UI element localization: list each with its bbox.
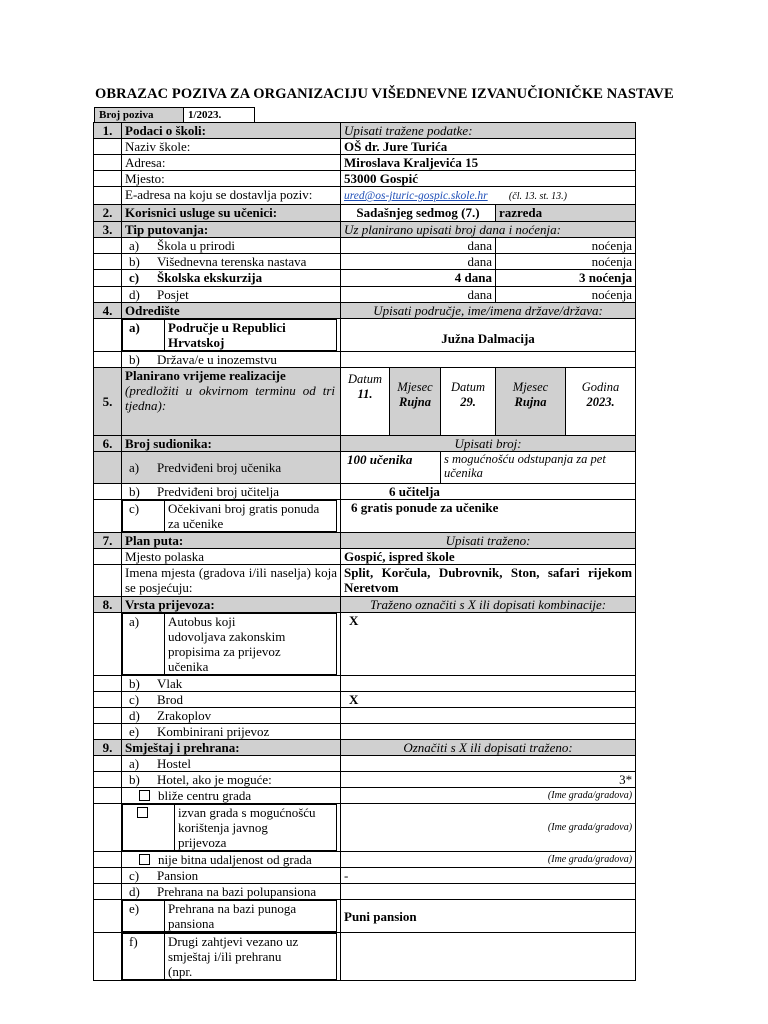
s5-mjesec1[interactable] xyxy=(390,368,441,436)
s3-a-nocenja[interactable]: noćenja xyxy=(496,238,636,254)
s6-b-letter: b) xyxy=(129,484,140,499)
s5-datum2-label: Datum xyxy=(450,380,486,394)
s3-b-label: Višednevna terenska nastava xyxy=(157,254,307,269)
s9-number: 9. xyxy=(94,740,122,756)
s8-b-label: Vlak xyxy=(157,676,183,691)
checkbox-icon[interactable] xyxy=(139,854,150,865)
razred-suffix: razreda xyxy=(496,205,636,222)
razred-value[interactable]: Sadašnjeg sedmog (7.) xyxy=(341,205,496,222)
s6-a-letter: a) xyxy=(129,460,140,475)
s4-a-letter: a) xyxy=(123,320,165,351)
s1-hint: Upisati tražene podatke: xyxy=(341,123,636,139)
s9-f-value[interactable] xyxy=(341,933,636,981)
checkbox-icon[interactable] xyxy=(139,790,150,801)
s4-row-a xyxy=(122,319,341,352)
s3-c-dana[interactable]: 4 dana xyxy=(341,270,496,287)
s1-number: 1. xyxy=(94,123,122,139)
s8-b-value[interactable] xyxy=(341,676,636,692)
s3-number: 3. xyxy=(94,222,122,238)
s5-mjesec2-value: Rujna xyxy=(514,395,547,409)
naziv-label: Naziv škole: xyxy=(122,139,341,155)
s3-b-nocenja[interactable]: noćenja xyxy=(496,254,636,270)
s9-a-letter: a) xyxy=(129,756,140,771)
broj-poziva-value: 1/2023. xyxy=(184,108,255,123)
s9-opt1[interactable] xyxy=(122,788,341,804)
s8-e-letter: e) xyxy=(129,724,140,739)
s6-c-label: Očekivani broj gratis ponuda za učenike xyxy=(165,501,337,532)
s9-e-value[interactable]: Puni pansion xyxy=(341,900,636,933)
s9-opt3-grad[interactable]: (Ime grada/gradova) xyxy=(341,852,636,868)
s9-e-label: Prehrana na bazi punoga pansiona xyxy=(165,901,337,932)
s6-a-note: s mogućnošću odstupanja za pet učenika xyxy=(441,452,636,484)
email-link[interactable]: ured@os-jturic-gospic.skole.hr xyxy=(344,190,488,202)
polazak-value[interactable]: Gospić, ispred škole xyxy=(341,549,636,565)
s2-title: Korisnici usluge su učenici: xyxy=(122,205,341,222)
s6-number: 6. xyxy=(94,436,122,452)
s1-title: Podaci o školi: xyxy=(122,123,341,139)
s8-row-b xyxy=(122,676,341,692)
s9-row-d xyxy=(122,884,341,900)
s9-a-label: Hostel xyxy=(157,756,191,771)
s6-c-letter: c) xyxy=(123,501,165,532)
s8-e-label: Kombinirani prijevoz xyxy=(157,724,270,739)
s3-d-letter: d) xyxy=(129,287,140,302)
s3-d-dana[interactable]: dana xyxy=(341,287,496,303)
s9-opt3-label: nije bitna udaljenost od grada xyxy=(158,852,312,867)
s9-d-label: Prehrana na bazi polupansiona xyxy=(157,884,317,899)
s6-a-value[interactable]: 100 učenika xyxy=(341,452,441,484)
s3-row-a xyxy=(122,238,341,254)
adresa-label: Adresa: xyxy=(122,155,341,171)
s8-c-label: Brod xyxy=(157,692,183,707)
s4-b-value[interactable] xyxy=(341,352,636,368)
s3-row-d xyxy=(122,287,341,303)
s3-b-letter: b) xyxy=(129,254,140,269)
s6-hint: Upisati broj: xyxy=(341,436,636,452)
s5-mjesec1-label: Mjesec xyxy=(397,380,433,394)
s5-godina[interactable] xyxy=(566,368,636,436)
s9-e-letter: e) xyxy=(123,901,165,932)
s8-c-letter: c) xyxy=(129,692,140,707)
s9-opt3[interactable] xyxy=(122,852,341,868)
s3-row-b xyxy=(122,254,341,270)
s9-c-label: Pansion xyxy=(157,868,199,883)
form-table xyxy=(93,122,636,981)
s8-title: Vrsta prijevoza: xyxy=(122,597,341,613)
s4-a-label: Područje u Republici Hrvatskoj xyxy=(165,320,337,351)
s9-c-letter: c) xyxy=(129,868,140,883)
s8-c-value[interactable]: X xyxy=(341,692,636,708)
s2-number: 2. xyxy=(94,205,122,222)
naziv-value[interactable]: OŠ dr. Jure Turića xyxy=(341,139,636,155)
s8-b-letter: b) xyxy=(129,676,140,691)
polazak-label: Mjesto polaska xyxy=(122,549,341,565)
s5-datum2[interactable] xyxy=(441,368,496,436)
s5-datum2-value: 29. xyxy=(460,395,476,409)
s4-b-letter: b) xyxy=(129,352,140,367)
s4-hint: Upisati područje, ime/imena države/država: xyxy=(341,303,636,319)
s9-opt1-grad[interactable]: (Ime grada/gradova) xyxy=(341,788,636,804)
s6-b-label: Predviđeni broj učitelja xyxy=(157,484,280,499)
s3-d-nocenja[interactable]: noćenja xyxy=(496,287,636,303)
s5-subtitle: (predložiti u okvirnom terminu od tri tjedna): xyxy=(125,383,335,413)
s7-number: 7. xyxy=(94,533,122,549)
s6-a-label: Predviđeni broj učenika xyxy=(157,460,282,475)
s8-a-letter: a) xyxy=(123,614,165,675)
s4-b-label: Država/e u inozemstvu xyxy=(157,352,277,367)
s8-row-d xyxy=(122,708,341,724)
s5-title: Planirano vrijeme realizacije xyxy=(125,368,286,383)
s5-datum1-value: 11. xyxy=(357,387,373,401)
s7-title: Plan puta: xyxy=(122,533,341,549)
mjesto-label: Mjesto: xyxy=(122,171,341,187)
s9-opt1-label: bliže centru grada xyxy=(158,788,252,803)
s4-row-b xyxy=(122,352,341,368)
s6-row-b xyxy=(122,484,341,500)
s9-opt2-label: izvan grada s mogućnošću korištenja javnog prijevoza xyxy=(175,805,337,851)
s8-row-c xyxy=(122,692,341,708)
s8-hint: Traženo označiti s X ili dopisati kombinacije: xyxy=(341,597,636,613)
s5-datum1[interactable] xyxy=(341,368,390,436)
s8-a-label: Autobus koji udovoljava zakonskim propisima za prijevoz učenika xyxy=(165,614,337,675)
s9-c-value[interactable]: - xyxy=(341,868,636,884)
s3-hint: Uz planirano upisati broj dana i noćenja: xyxy=(341,222,636,238)
s6-title: Broj sudionika: xyxy=(122,436,341,452)
s5-mjesec1-value: Rujna xyxy=(399,395,431,409)
s4-number: 4. xyxy=(94,303,122,319)
s6-b-value[interactable]: 6 učitelja xyxy=(341,484,636,500)
s3-a-label: Škola u prirodi xyxy=(157,238,235,253)
s7-hint: Upisati traženo: xyxy=(341,533,636,549)
s9-row-b xyxy=(122,772,341,788)
s9-title: Smještaj i prehrana: xyxy=(122,740,341,756)
s5-mjesec2[interactable] xyxy=(496,368,566,436)
s3-d-label: Posjet xyxy=(157,287,189,302)
s5-godina-label: Godina xyxy=(581,380,620,394)
s9-b-value[interactable]: 3* xyxy=(341,772,636,788)
s9-row-c xyxy=(122,868,341,884)
s5-title-cell xyxy=(122,368,341,436)
s3-c-nocenja[interactable]: 3 noćenja xyxy=(496,270,636,287)
s8-d-value[interactable] xyxy=(341,708,636,724)
email-note: (čl. 13. st. 13.) xyxy=(508,191,567,202)
s9-row-a xyxy=(122,756,341,772)
s6-c-value[interactable]: 6 gratis ponude za učenike xyxy=(341,500,636,533)
s3-a-dana[interactable]: dana xyxy=(341,238,496,254)
imena-label: Imena mjesta (gradova i/ili naselja) koja se posjećuju: xyxy=(122,565,341,597)
form-title: OBRAZAC POZIVA ZA ORGANIZACIJU VIŠEDNEVNE IZVANUČIONIČKE NASTAVE xyxy=(95,86,674,102)
s9-row-f xyxy=(122,933,341,981)
s5-godina-value: 2023. xyxy=(586,395,615,409)
s3-c-letter: c) xyxy=(129,270,140,285)
s9-opt2[interactable] xyxy=(122,804,341,852)
s8-row-e xyxy=(122,724,341,740)
s4-a-value[interactable]: Južna Dalmacija xyxy=(341,319,636,352)
s6-row-c xyxy=(122,500,341,533)
s9-a-value[interactable] xyxy=(341,756,636,772)
s3-title: Tip putovanja: xyxy=(122,222,341,238)
s5-mjesec2-label: Mjesec xyxy=(512,380,549,394)
mjesto-value[interactable]: 53000 Gospić xyxy=(341,171,636,187)
s8-d-letter: d) xyxy=(129,708,140,723)
s9-row-e xyxy=(122,900,341,933)
email-label: E-adresa na koju se dostavlja poziv: xyxy=(122,187,341,205)
s5-datum1-label: Datum xyxy=(347,372,383,386)
checkbox-icon[interactable] xyxy=(137,807,148,818)
s4-title: Odredište xyxy=(122,303,341,319)
s9-f-letter: f) xyxy=(123,934,165,980)
imena-value[interactable]: Split, Korčula, Dubrovnik, Ston, safari rijekom Neretvom xyxy=(341,565,636,597)
s9-opt2-grad[interactable]: (Ime grada/gradova) xyxy=(341,804,636,852)
s9-b-letter: b) xyxy=(129,772,140,787)
s6-row-a xyxy=(122,452,341,484)
s9-hint: Označiti s X ili dopisati traženo: xyxy=(341,740,636,756)
s8-e-value[interactable] xyxy=(341,724,636,740)
s9-d-letter: d) xyxy=(129,884,140,899)
broj-poziva-label: Broj poziva xyxy=(95,108,184,123)
s9-f-label: Drugi zahtjevi vezano uz smještaj i/ili prehranu (npr. xyxy=(165,934,337,980)
s5-number: 5. xyxy=(94,368,122,436)
s3-a-letter: a) xyxy=(129,238,140,253)
s9-d-value[interactable] xyxy=(341,884,636,900)
s9-b-label: Hotel, ako je moguće: xyxy=(157,772,272,787)
broj-poziva-box xyxy=(94,107,255,123)
s3-c-label: Školska ekskurzija xyxy=(157,270,263,285)
s3-b-dana[interactable]: dana xyxy=(341,254,496,270)
s8-a-value[interactable]: X xyxy=(341,613,636,676)
email-cell xyxy=(341,187,636,205)
s8-d-label: Zrakoplov xyxy=(157,708,212,723)
adresa-value[interactable]: Miroslava Kraljevića 15 xyxy=(341,155,636,171)
s3-row-c xyxy=(122,270,341,287)
s8-row-a xyxy=(122,613,341,676)
s8-number: 8. xyxy=(94,597,122,613)
